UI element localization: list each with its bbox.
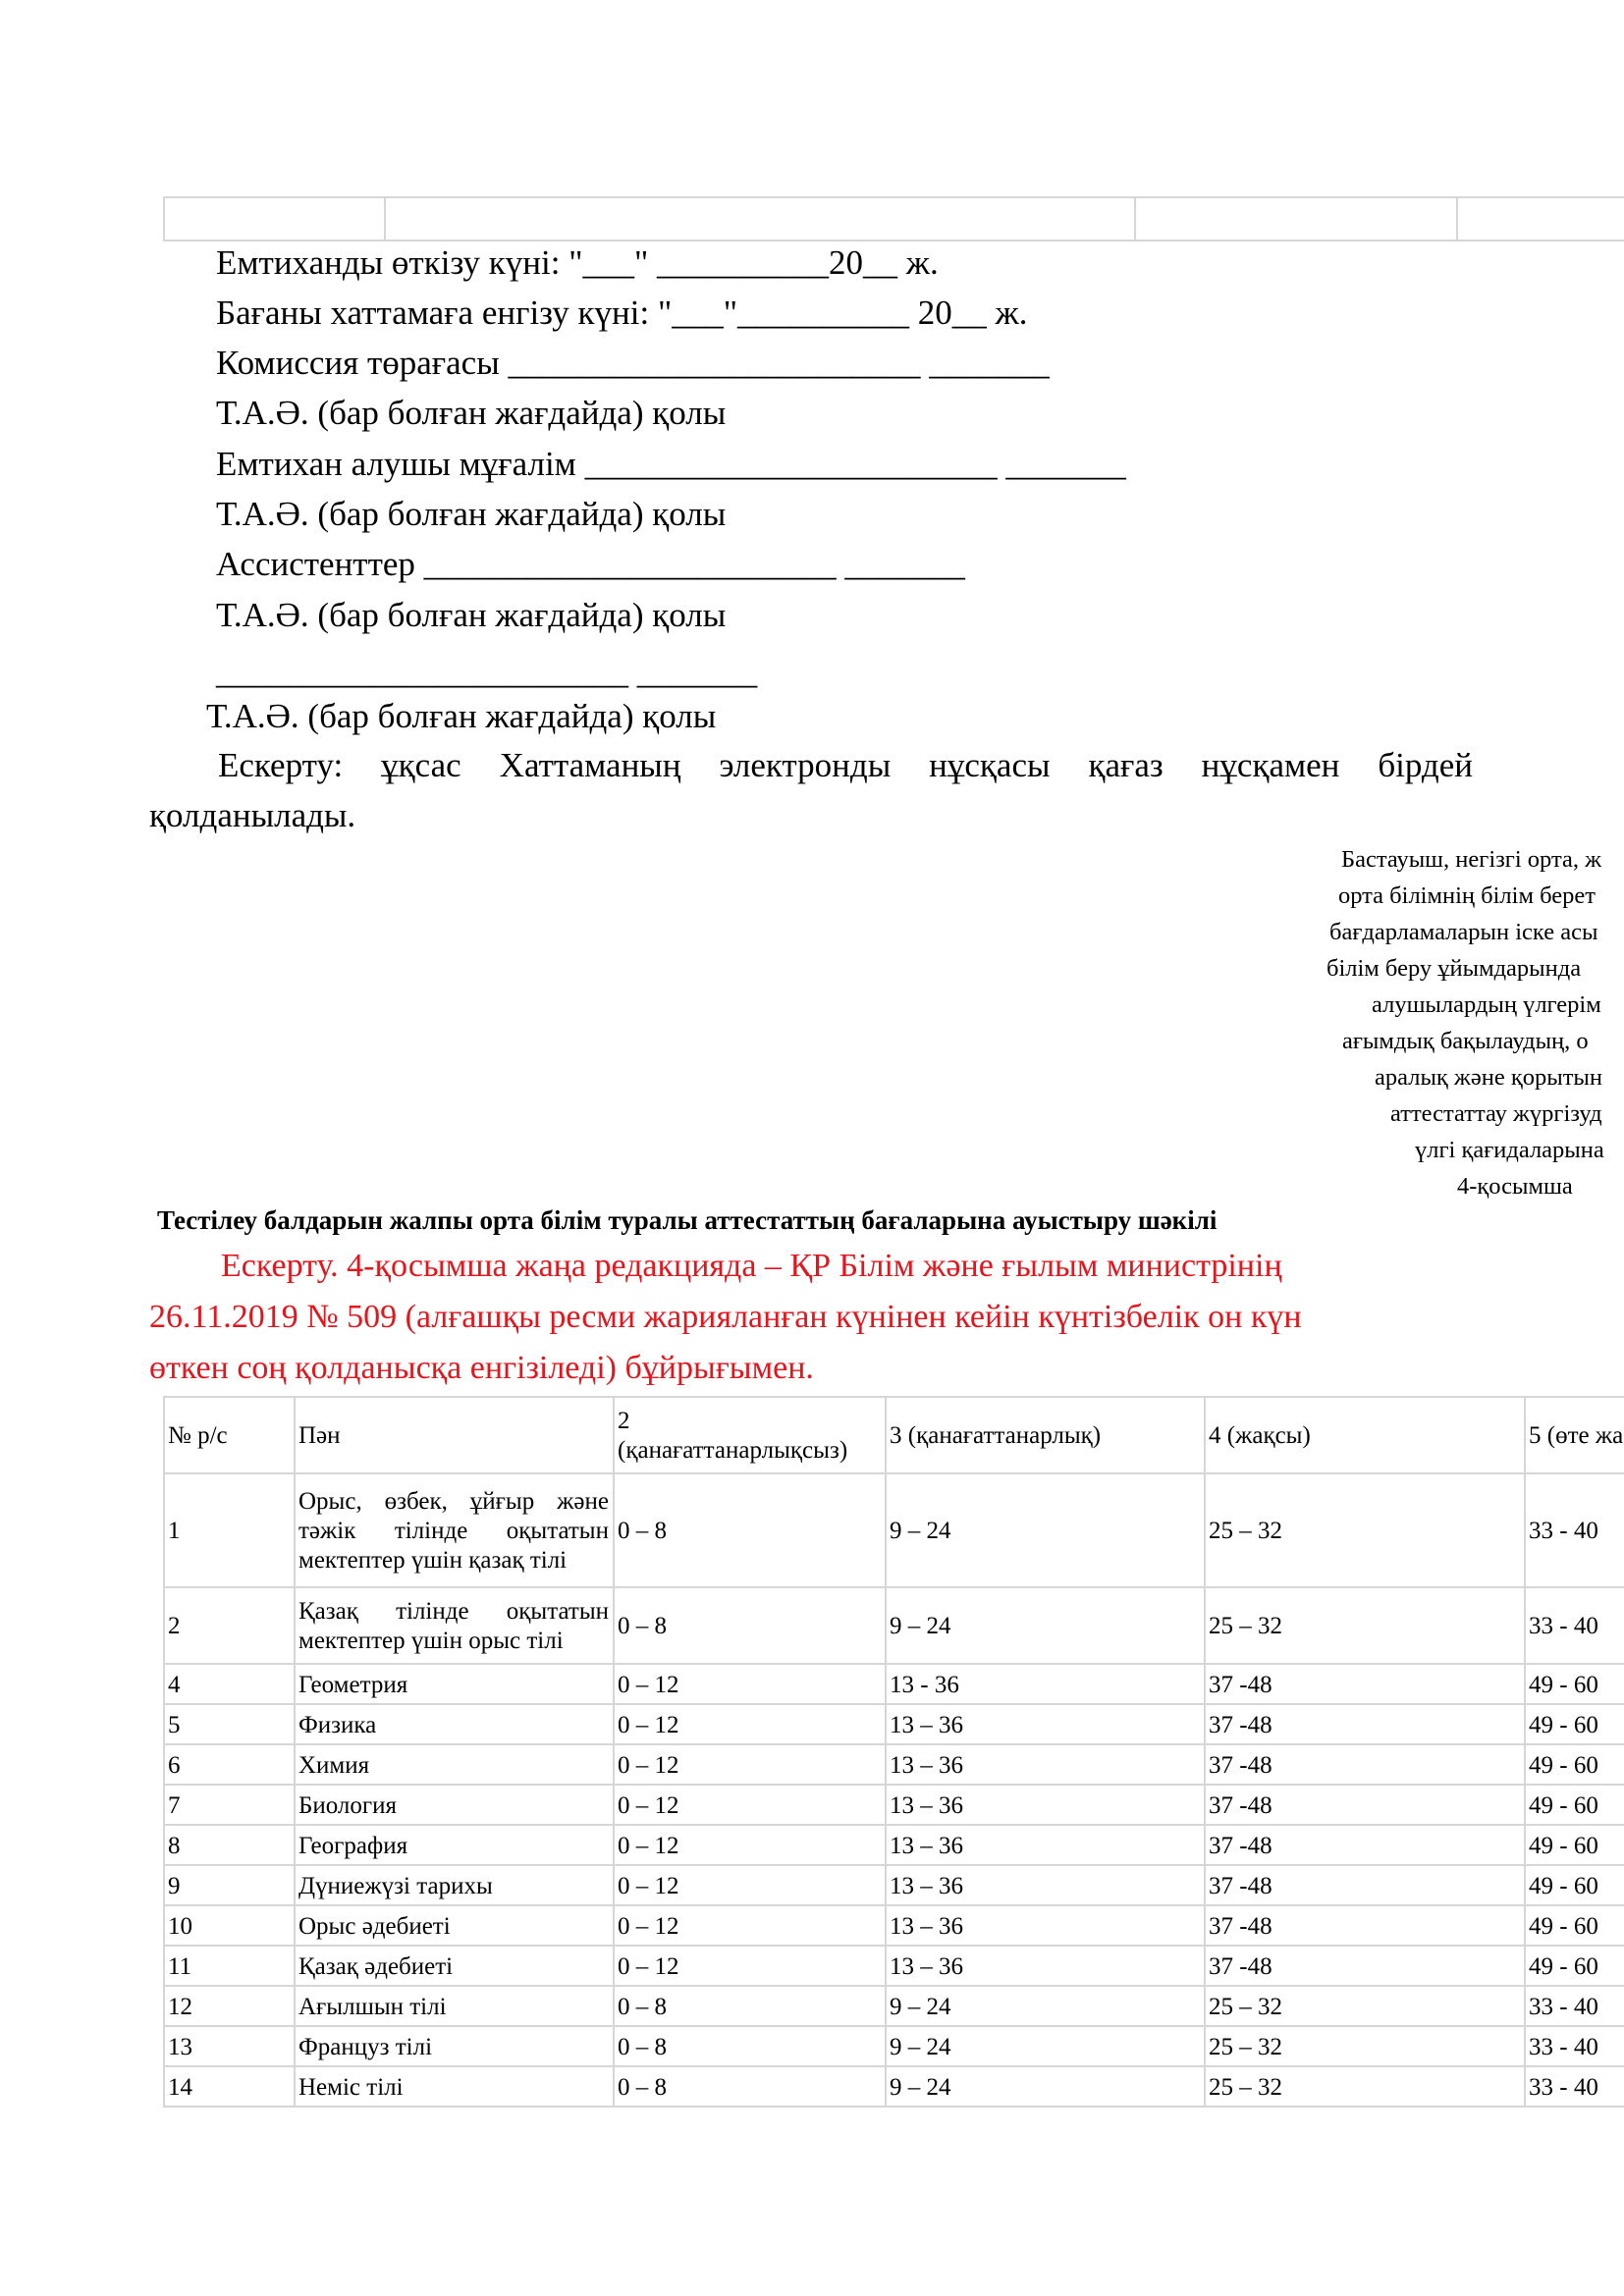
grade-5-cell: 49 - 60 [1529,1671,1598,1698]
column-header: 3 (қанағаттанарлық) [890,1422,1102,1449]
grade-2-cell: 0 – 12 [618,1952,679,1980]
grade-3-cell: 13 – 36 [890,1832,963,1859]
signature-caption: Т.А.Ә. (бар болған жағдайда) қолы [206,697,717,735]
signature-caption: Т.А.Ә. (бар болған жағдайда) қолы [216,596,727,634]
note-line-1: Ескерту: ұқсас Хаттаманың электронды нұсқасы қағаз нұсқамен бірдей [218,746,1473,784]
grade-3-cell: 13 – 36 [890,1952,963,1980]
grade-4-cell: 25 – 32 [1209,1993,1282,2020]
grade-4-cell: 37 -48 [1209,1671,1272,1698]
table-row [163,1743,1624,1786]
grade-4-cell: 37 -48 [1209,1952,1272,1980]
row-number-cell: 8 [168,1832,181,1859]
table-row [163,2065,1624,2108]
table-bottom-border [163,2106,1624,2108]
appendix-ref-line: Бастауыш, негізгі орта, ж [1341,846,1602,873]
row-number-cell: 9 [168,1872,181,1899]
amendment-note-line-3: өткен соң қолданысқа енгізіледі) бұйрығымен. [149,1350,814,1386]
appendix-ref-line: бағдарламаларын іске асы [1329,919,1598,945]
grade-2-cell: 0 – 8 [618,2033,667,2060]
table-row [163,1586,1624,1665]
row-number-cell: 10 [168,1912,192,1940]
row-number-cell: 11 [168,1952,192,1980]
grade-3-cell: 13 – 36 [890,1711,963,1738]
table-row [163,1864,1624,1906]
column-header-line: (қанағаттанарлықсыз) [618,1437,848,1464]
column-header: 5 (өте жа [1529,1422,1624,1449]
grade-4-cell: 37 -48 [1209,1912,1272,1940]
table-row [163,1824,1624,1866]
row-number-cell: 1 [168,1518,181,1544]
grade-4-cell: 25 – 32 [1209,1613,1282,1639]
amendment-note-line-2: 26.11.2019 № 509 (алғашқы ресми жарияланған күнінен кейін күнтізбелік он күн [149,1299,1302,1335]
subject-cell: Дүниежүзі тарихы [298,1872,493,1899]
grade-3-cell: 9 – 24 [890,2033,951,2060]
assistants-line: Ассистенттер ________________________ _______ [216,545,965,583]
table-row [163,2025,1624,2067]
grade-5-cell: 49 - 60 [1529,1832,1598,1859]
grade-2-cell: 0 – 12 [618,1671,679,1698]
subject-cell: Қазақ әдебиеті [298,1952,454,1980]
grade-2-cell: 0 – 12 [618,1872,679,1899]
examiner-teacher-line: Емтихан алушы мұғалім ________________________ _______ [216,445,1126,483]
signature-caption: Т.А.Ә. (бар болған жағдайда) қолы [216,495,727,533]
grade-3-cell: 9 – 24 [890,1613,951,1639]
grade-3-cell: 13 - 36 [890,1671,959,1698]
grade-4-cell: 37 -48 [1209,1791,1272,1819]
blank-signature-line: ________________________ _______ [216,653,758,691]
table-column-divider [163,1396,165,2108]
table-row [163,1784,1624,1826]
subject-cell: Геометрия [298,1671,408,1698]
appendix-ref-line: орта білімнің білім берет [1338,882,1596,909]
grade-4-cell: 37 -48 [1209,1832,1272,1859]
appendix-ref-line: білім беру ұйымдарында [1326,955,1582,982]
grade-3-cell: 13 – 36 [890,1751,963,1779]
grade-5-cell: 49 - 60 [1529,1872,1598,1899]
commission-chair-line: Комиссия төрағасы ________________________ _______ [216,344,1050,382]
appendix-ref-line: аралық және қорытын [1375,1064,1602,1091]
row-number-cell: 4 [168,1671,181,1698]
appendix-ref-line: ағымдық бақылаудың, о [1342,1028,1589,1054]
amendment-note-line-1: Ескерту. 4-қосымша жаңа редакцияда – ҚР Білім және ғылым министрінің [221,1248,1282,1284]
table-row [163,1472,1624,1588]
column-header [613,1398,885,1474]
subject-cell: Химия [298,1751,370,1779]
grade-5-cell: 49 - 60 [1529,1791,1598,1819]
subject-cell: Неміс тілі [298,2073,404,2101]
table-header-row [163,1396,1624,1474]
table-column-divider [885,1396,887,2108]
grade-5-cell: 49 - 60 [1529,1711,1598,1738]
row-number-cell: 12 [168,1993,192,2020]
grade-4-cell: 37 -48 [1209,1751,1272,1779]
scale-heading: Тестілеу балдарын жалпы орта білім туралы аттестаттың бағаларына ауыстыру шәкілі [157,1205,1218,1235]
table-column-divider [613,1396,615,2108]
grade-2-cell: 0 – 8 [618,1993,667,2020]
subject-cell: Физика [298,1711,377,1738]
exam-date-line: Емтиханды өткізу күні: "___" __________20__ ж. [216,243,939,282]
table-row [163,1985,1624,2027]
grade-2-cell: 0 – 12 [618,1832,679,1859]
signature-caption: Т.А.Ә. (бар болған жағдайда) қолы [216,394,727,432]
grade-2-cell: 0 – 12 [618,1791,679,1819]
subject-cell: Ағылшын тілі [298,1993,447,2020]
table-row [163,1945,1624,1987]
grade-5-cell: 33 - 40 [1529,1518,1598,1544]
grade-3-cell: 13 – 36 [890,1791,963,1819]
table-divider [1134,198,1136,240]
appendix-ref-line: үлгі қағидаларына [1415,1137,1604,1163]
table-divider [384,198,386,240]
subject-cell: Орыс әдебиеті [298,1912,451,1940]
empty-table-fragment [163,196,1624,241]
column-header: 4 (жақсы) [1209,1422,1311,1449]
row-number-cell: 5 [168,1711,181,1738]
table-row [163,1703,1624,1745]
grade-4-cell: 25 – 32 [1209,1518,1282,1544]
subject-cell: Қазақ тілінде оқытатын мектептер үшін орыс тілі [298,1598,609,1654]
row-number-cell: 14 [168,2073,192,2101]
table-column-divider [294,1396,296,2108]
grade-4-cell: 25 – 32 [1209,2033,1282,2060]
grade-3-cell: 9 – 24 [890,1993,951,2020]
column-header-line: 2 [618,1408,630,1434]
column-header: Пән [298,1422,341,1449]
grade-3-cell: 9 – 24 [890,2073,951,2101]
table-row [163,1663,1624,1705]
row-number-cell: 13 [168,2033,192,2060]
grade-3-cell: 13 – 36 [890,1912,963,1940]
grade-2-cell: 0 – 8 [618,1518,667,1544]
table-divider [1456,198,1458,240]
grade-2-cell: 0 – 12 [618,1711,679,1738]
appendix-ref-line: аттестаттау жүргізуд [1390,1100,1602,1127]
grade-4-cell: 37 -48 [1209,1711,1272,1738]
grade-5-cell: 49 - 60 [1529,1912,1598,1940]
grade-5-cell: 33 - 40 [1529,2033,1598,2060]
grade-2-cell: 0 – 8 [618,1613,667,1639]
table-column-divider [1204,1396,1206,2108]
grade-4-cell: 37 -48 [1209,1872,1272,1899]
table-row [163,1904,1624,1947]
subject-cell: Орыс, өзбек, ұйғыр және тәжік тілінде оқытатын мектептер үшін қазақ тілі [298,1488,609,1574]
grade-3-cell: 13 – 36 [890,1872,963,1899]
grade-5-cell: 33 - 40 [1529,1613,1598,1639]
row-number-cell: 2 [168,1613,181,1639]
grade-5-cell: 33 - 40 [1529,1993,1598,2020]
grade-5-cell: 49 - 60 [1529,1751,1598,1779]
column-header: № р/с [168,1422,228,1449]
subject-cell: Биология [298,1791,398,1819]
grade-2-cell: 0 – 12 [618,1912,679,1940]
appendix-ref-line: алушылардың үлгерім [1372,991,1601,1018]
grade-5-cell: 33 - 40 [1529,2073,1598,2101]
row-number-cell: 7 [168,1791,181,1819]
grade-3-cell: 9 – 24 [890,1518,951,1544]
subject-cell: Француз тілі [298,2033,433,2060]
subject-cell: География [298,1832,408,1859]
grade-4-cell: 25 – 32 [1209,2073,1282,2101]
appendix-number: 4-қосымша [1457,1173,1573,1200]
grade-entry-date-line: Бағаны хаттамаға енгізу күні: "___"__________ 20__ ж. [216,294,1028,332]
table-column-divider [1524,1396,1526,2108]
row-number-cell: 6 [168,1751,181,1779]
grade-2-cell: 0 – 8 [618,2073,667,2101]
note-line-2: қолданылады. [149,796,356,834]
grade-2-cell: 0 – 12 [618,1751,679,1779]
grade-5-cell: 49 - 60 [1529,1952,1598,1980]
